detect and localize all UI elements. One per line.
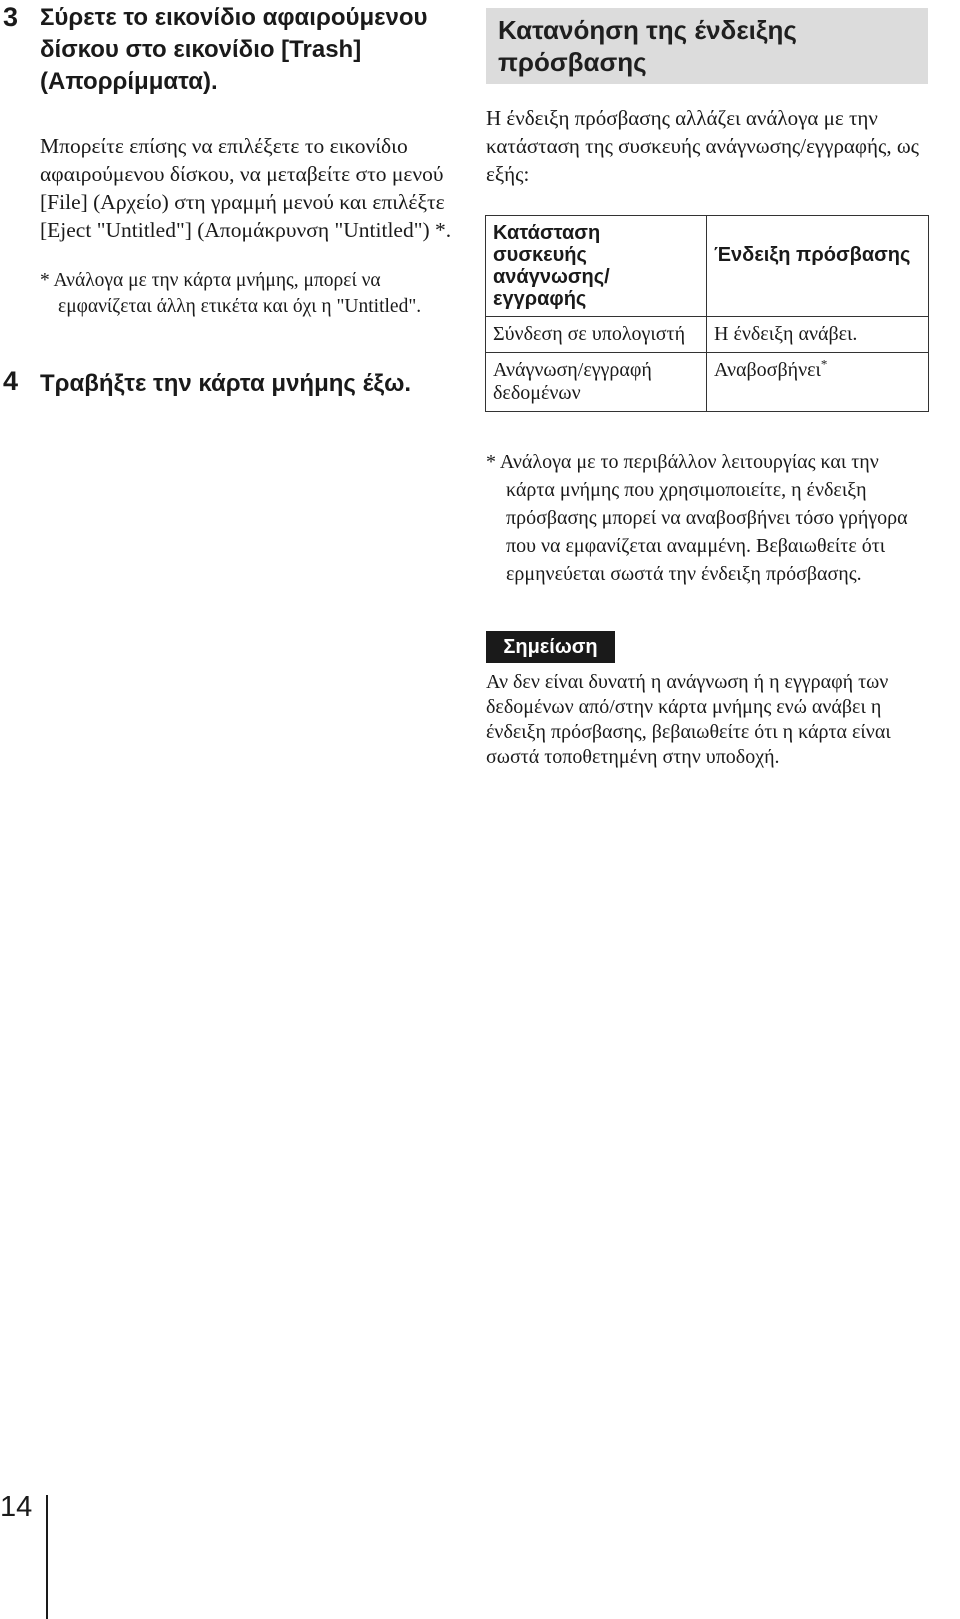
note-label: Σημείωση [486, 631, 615, 663]
table-footnote [486, 448, 930, 588]
step-3-body: Μπορείτε επίσης να επιλέξετε το εικονίδιο αφαιρούμενου δίσκου, να μεταβείτε στο μενού [File] (Αρχείο) στη γραμμή μενού και επιλέξτε [Eject "Untitled"] (Απομάκρυνση "Untitled") *. [40, 134, 452, 242]
step-3-footnote-line1: * Ανάλογα με την κάρτα μνήμης, μπορεί να [40, 270, 381, 291]
table-row [486, 353, 929, 412]
page-number: 14 [0, 1491, 33, 1523]
table-footnote-text: * Ανάλογα με το περιβάλλον λειτουργίας και την κάρτα μνήμης που χρησιμοποιείτε, η ένδειξη πρόσβασης μπορεί να αναβοσβήνει τόσο γρήγορα που να εμφανίζεται αναμμένη. Βεβαιωθείτε ότι ερμηνεύεται σωστά την ένδειξη πρόσβασης. [486, 451, 908, 585]
table-row [486, 317, 929, 353]
access-indicator-table [485, 215, 929, 412]
table-cell-indicator: Η ένδειξη ανάβει. [707, 317, 929, 353]
note-text: Αν δεν είναι δυνατή η ανάγνωση ή η εγγραφή των δεδομένων από/στην κάρτα μνήμης ενώ ανάβει η ένδειξη πρόσβασης, βεβαιωθείτε ότι η κάρτα είναι σωστά τοποθετημένη στην υποδοχή. [486, 671, 891, 768]
table-header-state: Κατάσταση συσκευής ανάγνωσης/ εγγραφής [486, 216, 707, 317]
table-header-indicator: Ένδειξη πρόσβασης [707, 216, 929, 317]
page-number-rule [46, 1495, 48, 1619]
table-cell-state: Ανάγνωση/εγγραφή δεδομένων [486, 353, 707, 412]
footnote-mark: * [820, 356, 828, 372]
table-cell-indicator [707, 353, 929, 412]
step-3-footnote-line2: εμφανίζεται άλλη ετικέτα και όχι η "Untitled". [58, 296, 422, 317]
section-heading: Κατανόηση της ένδειξης πρόσβασης [486, 8, 928, 84]
step-3-number: 3 [3, 2, 19, 32]
step-4-number: 4 [3, 366, 19, 396]
step-3-title: Σύρετε το εικονίδιο αφαιρούμενου δίσκου στο εικονίδιο [Trash] (Απορρίμματα). [40, 4, 428, 95]
table-header-row [486, 216, 929, 317]
intro-paragraph: Η ένδειξη πρόσβασης αλλάζει ανάλογα με την κατάσταση της συσκευής ανάγνωσης/εγγραφής, ως εξής: [486, 106, 919, 186]
step-3-footnote [40, 268, 460, 320]
indicator-text: Αναβοσβήνει [714, 359, 821, 381]
table-cell-state: Σύνδεση σε υπολογιστή [486, 317, 707, 353]
step-4-title: Τραβήξτε την κάρτα μνήμης έξω. [40, 370, 412, 397]
